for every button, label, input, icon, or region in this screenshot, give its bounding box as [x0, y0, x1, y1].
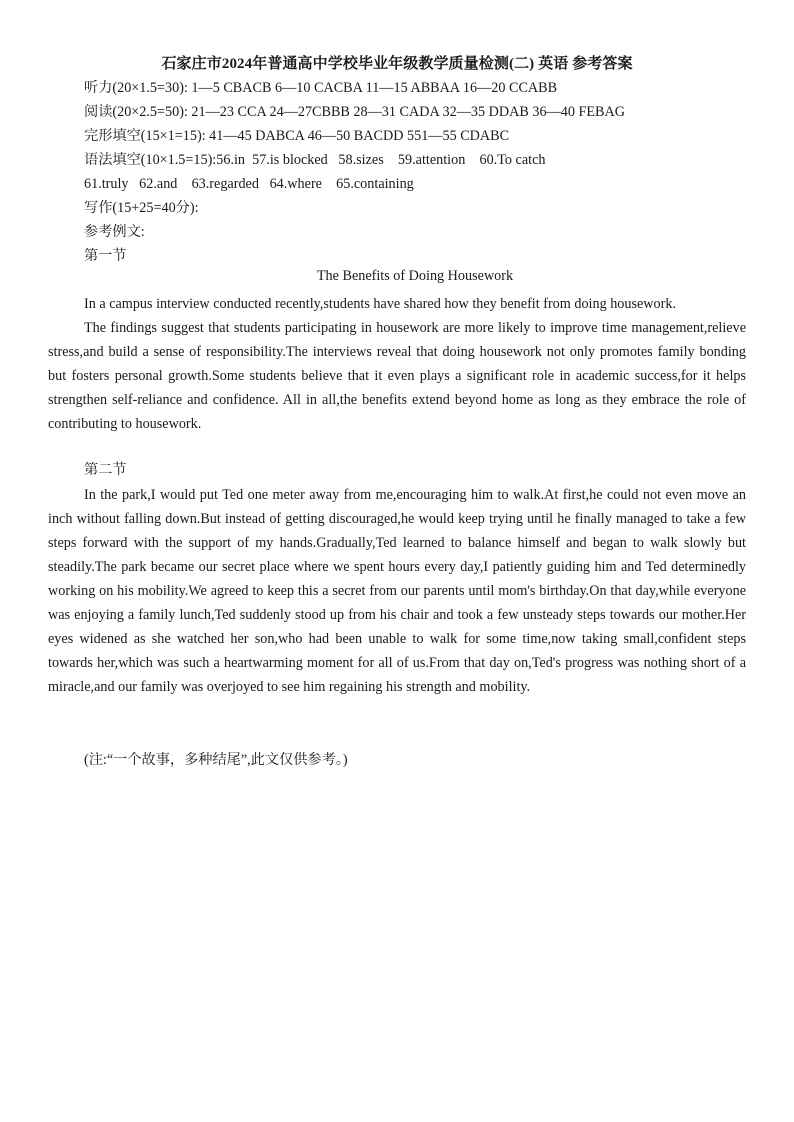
page-title: 石家庄市2024年普通高中学校毕业年级教学质量检测(二) 英语 参考答案 [161, 56, 633, 72]
section1-label: 第一节 [84, 248, 127, 264]
sample-essay-label: 参考例文: [84, 224, 145, 240]
writing-score-label: 写作(15+25=40分): [84, 200, 199, 216]
essay-title: The Benefits of Doing Housework [316, 268, 514, 284]
section1-paragraph-2: The findings suggest that students participating in housework are more likely to improve time management,relieve stress,and build a sense of responsibility.The interviews reveal that doing housework not only promotes family bonding but fosters personal growth.Some students believe that it even plays a significant role in academic success,for it helps strengthen self-reliance and confidence. All in all,the benefits extend beyond home as long as they embrace the role of contributing to housework. [48, 320, 746, 432]
section2-label: 第二节 [84, 462, 127, 478]
reading-answers: 阅读(20×2.5=50): 21—23 CCA 24—27CBBB 28—31 CADA 32—35 DDAB 36—40 FEBAG [84, 104, 625, 120]
section2-paragraph: In the park,I would put Ted one meter away from me,encouraging him to walk.At first,he could not even move an inch without falling down.But instead of getting discouraged,he would keep trying until he finally managed to take a few steps forward with the support of my hands.Gradually,Ted learned to balance himself and began to walk slowly but steadily.The park became our secret place where we spent hours every day,I patiently guiding him and Ted determinedly working on his mobility.We agreed to keep this a secret from our parents until mom's birthday.On that day,while everyone was enjoying a family lunch,Ted suddenly stood up from his chair and took a few unsteady steps towards our mother.Her eyes widened as she watched her son,who had been unable to walk for some time,now taking small,confident steps towards her,which was such a heartwarming moment for all of us.From that day on,Ted's progress was nothing short of a miracle,and our family was overjoyed to see him regaining his strength and mobility. [48, 487, 746, 695]
grammar-answers-line2: 61.truly 62.and 63.regarded 64.where 65.containing [84, 176, 414, 192]
listening-answers: 听力(20×1.5=30): 1—5 CBACB 6—10 CACBA 11—15 ABBAA 16—20 CCABB [84, 80, 558, 96]
answer-list [84, 76, 764, 268]
footnote: (注:“一个故事，多种结尾”,此文仅供参考。) [84, 752, 348, 768]
section1-paragraph-1: In a campus interview conducted recently,students have shared how they benefit from doing housework. [84, 296, 677, 312]
grammar-answers-line1: 语法填空(10×1.5=15):56.in 57.is blocked 58.sizes 59.attention 60.To catch [84, 152, 546, 168]
cloze-answers: 完形填空(15×1=15): 41—45 DABCA 46—50 BACDD 551—55 CDABC [84, 128, 510, 144]
